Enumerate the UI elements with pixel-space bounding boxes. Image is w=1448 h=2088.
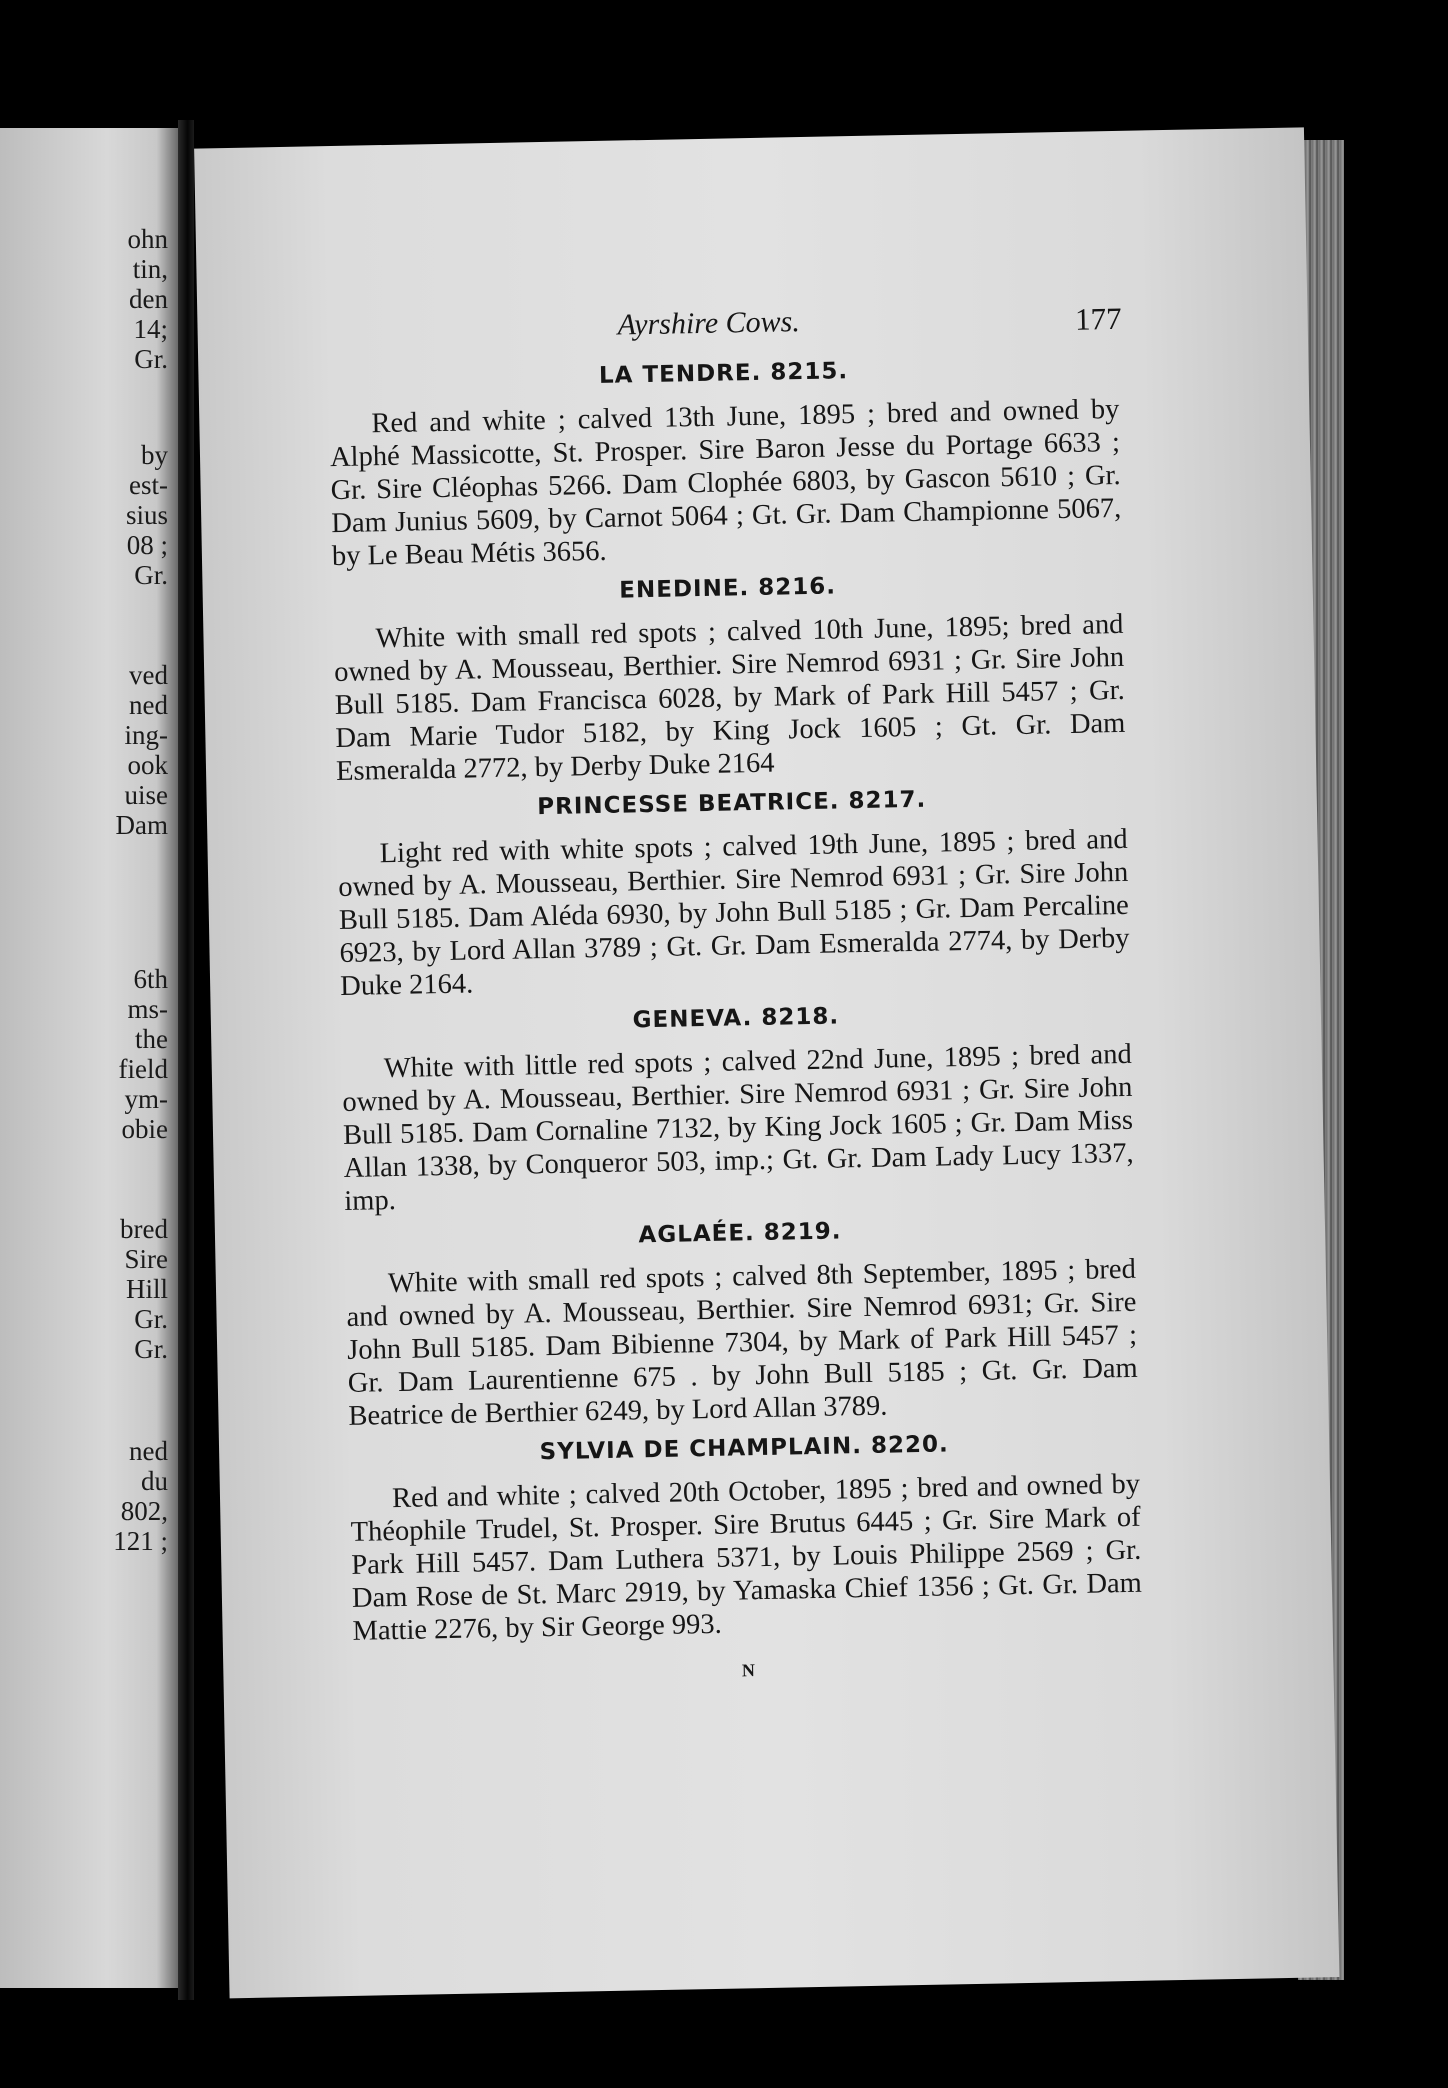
left-page-text-fragment: den xyxy=(129,284,168,314)
left-page-text-fragment: est- xyxy=(129,470,168,500)
left-page-text-fragment: Gr. xyxy=(134,1304,168,1334)
entry-aglaee xyxy=(345,1213,1139,1433)
left-page-text-fragment: 121 ; xyxy=(113,1526,168,1556)
entry-body: White with little red spots ; calved 22nd June, 1895 ; bred and owned by A. Mousseau, Berthier. Sire Nemrod 6931 ; Gr. Sire John Bull 5185. Dam Cornaline 7132, by King Jock 1605 ; Gr. Dam Miss Allan 1338, by Conqueror 503, imp.; Gt. Gr. Dam Lady Lucy 1337, imp. xyxy=(342,1038,1134,1217)
left-page-text-fragment: du xyxy=(141,1466,168,1496)
entry-body: Light red with white spots ; calved 19th June, 1895 ; bred and owned by A. Mousseau, Berthier. Sire Nemrod 6931 ; Gr. Sire John Bull 5185. Dam Aléda 6930, by John Bull 5185 ; Gr. Dam Percaline 6923, by Lord Allan 3789 ; Gt. Gr. Dam Esmeralda 2774, by Derby Duke 2164. xyxy=(338,823,1130,1003)
running-title: Ayrshire Cows. xyxy=(617,305,801,342)
left-page-text-fragment: ned xyxy=(129,690,168,720)
book-page xyxy=(194,127,1339,1998)
left-page-text-fragment: ms- xyxy=(127,994,168,1024)
entry-heading: ENEDINE. 8216. xyxy=(619,573,837,604)
entry-heading: PRINCESSE BEATRICE. 8217. xyxy=(537,786,927,821)
left-page-text-fragment: Sire xyxy=(124,1244,168,1274)
left-page-text-fragment: Gr. xyxy=(134,560,168,590)
left-page-text-fragment: sius xyxy=(125,500,168,530)
left-page-text-fragment: ned xyxy=(129,1436,168,1466)
left-page-text-fragment: uise xyxy=(124,780,168,810)
left-page-text-fragment: by xyxy=(141,440,168,470)
left-page-text-fragment: 14; xyxy=(133,314,168,344)
entry-body: White with small red spots ; calved 10th June, 1895; bred and owned by A. Mousseau, Berthier. Sire Nemrod 6931 ; Gr. Sire John Bull 5185. Dam Francisca 6028, by Mark of Park Hill 5457 ; Gr. Dam Marie Tudor 5182, by King Jock 1605 ; Gt. Gr. Dam Esmeralda 2772, by Derby Duke 2164 xyxy=(333,608,1126,788)
entry-heading: SYLVIA DE CHAMPLAIN. 8220. xyxy=(539,1431,949,1466)
left-page-text-fragment: bred xyxy=(120,1214,168,1244)
left-page-text-fragment: ohn xyxy=(127,224,168,254)
entry-heading: GENEVA. 8218. xyxy=(632,1003,840,1034)
book-gutter xyxy=(178,120,194,2000)
left-page-text-fragment: Dam xyxy=(115,810,168,840)
entry-sylvia-de-champlain xyxy=(349,1428,1143,1648)
left-page-text-fragment: 802, xyxy=(120,1496,168,1526)
page-content xyxy=(327,299,1143,1689)
entry-body: Red and white ; calved 20th October, 1895 ; bred and owned by Théophile Trudel, St. Prosper. Sire Brutus 6445 ; Gr. Sire Mark of Park Hill 5457. Dam Luthera 5371, by Louis Philippe 2569 ; Gr. Dam Rose de St. Marc 2919, by Yamaska Chief 1356 ; Gt. Gr. Dam Mattie 2276, by Sir George 993. xyxy=(350,1468,1143,1647)
page-number: 177 xyxy=(1074,300,1122,337)
entry-body: White with small red spots ; calved 8th September, 1895 ; bred and owned by A. Mousseau, Berthier. Sire Nemrod 6931; Gr. Sire John Bull 5185. Dam Bibienne 7304, by Mark of Park Hill 5457 ; Gr. Dam Laurentienne 675 . by John Bull 5185 ; Gt. Gr. Dam Beatrice de Berthier 6249, by Lord Allan 3789. xyxy=(346,1253,1138,1432)
entry-la-tendre xyxy=(328,353,1122,573)
left-page-text-fragment: Gr. xyxy=(134,344,168,374)
entry-princesse-beatrice xyxy=(337,783,1131,1003)
left-page-text-fragment: Hill xyxy=(125,1274,168,1304)
entry-heading: AGLAÉE. 8219. xyxy=(638,1218,842,1249)
left-page-text-fragment: 08 ; xyxy=(126,530,168,560)
left-page-text-fragment: 6th xyxy=(133,964,168,994)
left-page-text-fragment: field xyxy=(118,1054,168,1084)
left-page-text-fragment: ook xyxy=(127,750,168,780)
left-page-text-fragment: Gr. xyxy=(134,1334,168,1364)
signature-mark: N xyxy=(741,1660,756,1681)
entry-heading: LA TENDRE. 8215. xyxy=(598,358,849,389)
entry-body: Red and white ; calved 13th June, 1895 ; bred and owned by Alphé Massicotte, St. Prosper. Sire Baron Jesse du Portage 6633 ; Gr. Sire Cléophas 5266. Dam Clophée 6803, by Gascon 5610 ; Gr. Dam Junius 5609, by Carnot 5064 ; Gt. Gr. Dam Championne 5067, by Le Beau Métis 3656. xyxy=(329,393,1122,573)
entry-geneva xyxy=(341,998,1135,1218)
left-page-text-fragment: obie xyxy=(121,1114,168,1144)
left-page-text-fragment: the xyxy=(135,1024,168,1054)
left-page-text-fragment: ing- xyxy=(124,720,168,750)
previous-page-strip xyxy=(0,128,178,1988)
left-page-text-fragment: ym- xyxy=(124,1084,168,1114)
left-page-text-fragment: tin, xyxy=(132,254,168,284)
left-page-text-fragment: ved xyxy=(129,660,168,690)
entry-enedine xyxy=(332,568,1126,788)
